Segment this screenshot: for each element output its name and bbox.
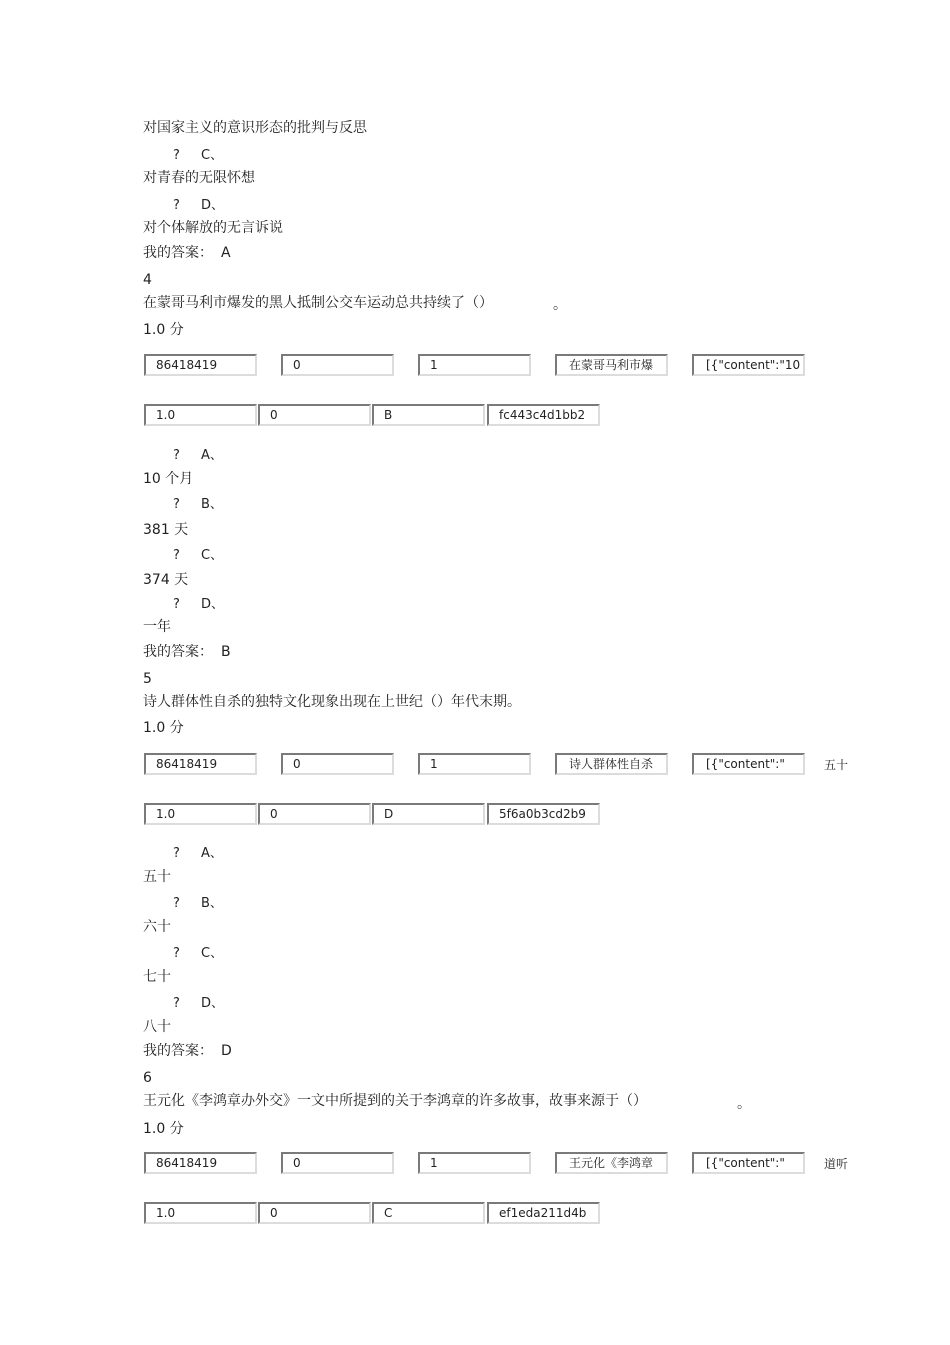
- option-text: 五十: [143, 869, 171, 885]
- question-stem-end: 。: [553, 297, 567, 313]
- option-text: 六十: [143, 919, 171, 935]
- option-text: 一年: [143, 619, 171, 635]
- hidden-field[interactable]: D: [372, 803, 485, 825]
- option-text: 七十: [143, 969, 171, 985]
- my-answer: [143, 244, 231, 262]
- option-text: 八十: [143, 1019, 171, 1035]
- hidden-field[interactable]: 0: [281, 354, 394, 376]
- hidden-field[interactable]: 5f6a0b3cd2b9: [487, 803, 600, 825]
- radio-mark: ?: [173, 996, 180, 1011]
- hidden-field[interactable]: 86418419: [144, 753, 257, 775]
- option-label: D、: [201, 597, 225, 612]
- option-text: 374 天: [143, 572, 189, 588]
- my-answer-label: 我的答案：: [143, 1043, 213, 1059]
- hidden-field[interactable]: 1.0: [144, 1202, 257, 1224]
- question-number: 4: [143, 272, 152, 288]
- option-c-row[interactable]: [173, 946, 223, 962]
- radio-mark: ?: [173, 597, 180, 612]
- radio-mark: ?: [173, 198, 180, 213]
- option-label: C、: [201, 946, 224, 961]
- option-c-row[interactable]: [173, 148, 223, 164]
- radio-mark: ?: [173, 448, 180, 463]
- question-stem-end: 。: [737, 1096, 751, 1112]
- hidden-field[interactable]: 0: [258, 404, 371, 426]
- my-answer-label: 我的答案：: [143, 644, 213, 660]
- hidden-field[interactable]: 王元化《李鸿章: [555, 1152, 668, 1174]
- option-d-row[interactable]: [173, 597, 224, 613]
- option-a-row[interactable]: [173, 846, 223, 862]
- hidden-field[interactable]: 1: [418, 1152, 531, 1174]
- option-label: D、: [201, 198, 225, 213]
- option-d-row[interactable]: [173, 996, 224, 1012]
- my-answer-value: D: [221, 1043, 232, 1059]
- hidden-field[interactable]: ef1eda211d4b: [487, 1202, 600, 1224]
- hidden-field[interactable]: 86418419: [144, 1152, 257, 1174]
- option-label: B、: [201, 896, 223, 911]
- question-number: 6: [143, 1070, 152, 1086]
- option-label: D、: [201, 996, 225, 1011]
- hidden-field[interactable]: fc443c4d1bb2: [487, 404, 600, 426]
- option-c-row[interactable]: [173, 548, 223, 564]
- hidden-field[interactable]: 0: [258, 803, 371, 825]
- hidden-field[interactable]: [{"content":": [692, 753, 805, 775]
- option-text: 10 个月: [143, 471, 194, 487]
- hidden-field[interactable]: [{"content":"10: [692, 354, 805, 376]
- option-text: 对个体解放的无言诉说: [143, 220, 283, 236]
- hidden-field[interactable]: 1: [418, 354, 531, 376]
- question-score: 1.0 分: [143, 1121, 184, 1137]
- overflow-text: 道听: [824, 1157, 849, 1171]
- option-label: A、: [201, 448, 223, 463]
- hidden-field[interactable]: 1: [418, 753, 531, 775]
- my-answer: [143, 1042, 232, 1060]
- radio-mark: ?: [173, 548, 180, 563]
- option-text: 381 天: [143, 522, 189, 538]
- my-answer-value: A: [221, 245, 231, 261]
- question-stem: 在蒙哥马利市爆发的黑人抵制公交车运动总共持续了（）: [143, 295, 493, 311]
- hidden-field[interactable]: C: [372, 1202, 485, 1224]
- my-answer: [143, 643, 231, 661]
- hidden-field[interactable]: 1.0: [144, 803, 257, 825]
- hidden-field[interactable]: [{"content":": [692, 1152, 805, 1174]
- hidden-field[interactable]: 1.0: [144, 404, 257, 426]
- hidden-field[interactable]: 0: [258, 1202, 371, 1224]
- question-stem: 王元化《李鸿章办外交》一文中所提到的关于李鸿章的许多故事，故事来源于（）: [143, 1093, 647, 1109]
- hidden-field[interactable]: 在蒙哥马利市爆: [555, 354, 668, 376]
- hidden-field[interactable]: 0: [281, 753, 394, 775]
- radio-mark: ?: [173, 946, 180, 961]
- radio-mark: ?: [173, 896, 180, 911]
- question-number: 5: [143, 671, 152, 687]
- question-stem: 诗人群体性自杀的独特文化现象出现在上世纪（）年代末期。: [143, 694, 521, 710]
- option-b-row[interactable]: [173, 896, 223, 912]
- option-a-row[interactable]: [173, 448, 223, 464]
- option-label: C、: [201, 548, 224, 563]
- radio-mark: ?: [173, 148, 180, 163]
- my-answer-label: 我的答案：: [143, 245, 213, 261]
- question-score: 1.0 分: [143, 720, 184, 736]
- hidden-field[interactable]: 0: [281, 1152, 394, 1174]
- hidden-field[interactable]: 86418419: [144, 354, 257, 376]
- overflow-text: 五十: [824, 758, 849, 772]
- option-label: A、: [201, 846, 223, 861]
- option-text: 对青春的无限怀想: [143, 170, 255, 186]
- radio-mark: ?: [173, 846, 180, 861]
- hidden-field[interactable]: 诗人群体性自杀: [555, 753, 668, 775]
- option-d-row[interactable]: [173, 198, 224, 214]
- radio-mark: ?: [173, 497, 180, 512]
- option-b-row[interactable]: [173, 497, 223, 513]
- option-label: B、: [201, 497, 223, 512]
- hidden-field[interactable]: B: [372, 404, 485, 426]
- my-answer-value: B: [221, 644, 231, 660]
- question-score: 1.0 分: [143, 322, 184, 338]
- option-text: 对国家主义的意识形态的批判与反思: [143, 120, 367, 136]
- option-label: C、: [201, 148, 224, 163]
